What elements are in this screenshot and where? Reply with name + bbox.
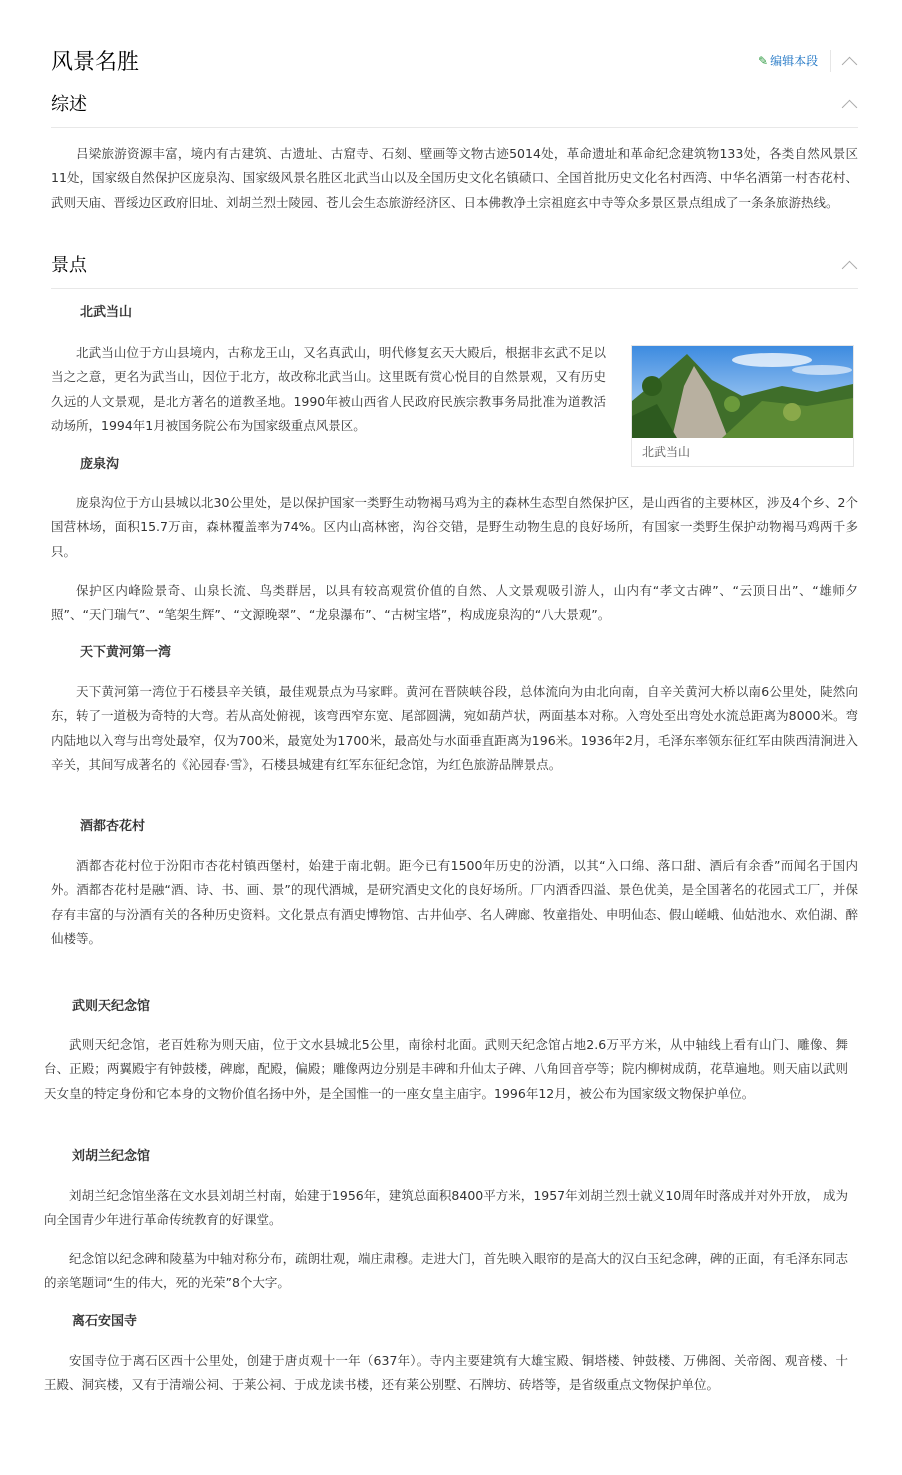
spot-paragraph: 刘胡兰纪念馆坐落在文水县刘胡兰村南，始建于1956年，建筑总面积8400平方米，1957年刘胡兰烈士就义10周年时落成并对外开放， 成为向全国青少年进行革命传统教育的好课堂。 [44, 1188, 848, 1228]
figure-beiwudang[interactable] [631, 345, 854, 467]
spot-paragraph: 北武当山位于方山县境内，古称龙王山，又名真武山，明代修复玄天大殿后，根据非玄武不足以当之之意，更名为武当山，因位于北方，故改称北武当山。这里既有赏心悦目的自然景观，又有历史久远的人文景观，是北方著名的道教圣地。1990年被山西省人民政府民族宗教事务局批准为道教活动场所，1994年1月被国务院公布为国家级重点风景区。 [51, 345, 606, 434]
edit-label: 编辑本段 [770, 54, 819, 68]
spot-title: 武则天纪念馆 [72, 999, 151, 1014]
pencil-icon: ✎ [758, 54, 769, 68]
mountain-photo[interactable] [632, 346, 853, 438]
spot-paragraph: 庞泉沟位于方山县城以北30公里处，是以保护国家一类野生动物褐马鸡为主的森林生态型自然保护区，是山西省的主要林区，涉及4个乡、2个国营林场，面积15.7万亩，森林覆盖率为74%。区内山高林密，沟谷交错，是野生动物生息的良好场所，有国家一类野生保护动物褐马鸡两千多只。 [51, 495, 858, 559]
spot-title: 酒都杏花村 [80, 819, 146, 834]
page-title: 风景名胜 [51, 50, 140, 75]
edit-section-button[interactable] [758, 53, 818, 69]
spot-paragraph: 酒都杏花村位于汾阳市杏花村镇西堡村，始建于南北朝。距今已有1500年历史的汾酒，以其“入口绵、落口甜、酒后有余香”而闻名于国内外。酒都杏花村是融“酒、诗、书、画、景”的现代酒城，是研究酒史文化的良好场所。厂内酒香四溢、景色优美，是全国著名的花园式工厂，并保存有丰富的与汾酒有关的各种历史资料。文化景点有酒史博物馆、古井仙亭、名人碑廊、牧童指处、申明仙态、假山嵯峨、仙姑池水、欢伯湖、醉仙楼等。 [51, 858, 858, 947]
spot-paragraph: 武则天纪念馆，老百姓称为则天庙，位于文水县城北5公里，南徐村北面。武则天纪念馆占地2.6万平方米，从中轴线上看有山门、雕像、舞台、正殿；两翼殿宇有钟鼓楼，碑廊，配殿，偏殿；雕像两边分别是丰碑和升仙太子碑、八角回音亭等；院内柳树成荫，花草遍地。则天庙以武则天女皇的特定身份和它本身的文物价值名扬中外，是全国惟一的一座女皇主庙宇。1996年12月，被公布为国家级文物保护单位。 [44, 1037, 848, 1101]
section-header-overview [51, 91, 858, 128]
spot-paragraph: 天下黄河第一湾位于石楼县辛关镇，最佳观景点为马家畔。黄河在晋陕峡谷段，总体流向为由北向南，自辛关黄河大桥以南6公里处，陡然向东，转了一道极为奇特的大弯。若从高处俯视，该弯西窄东宽、尾部圆满，宛如葫芦状，两面基本对称。入弯处至出弯处水流总距离为8000米。弯内陆地以入弯与出弯处最窄，仅为700米，最宽处为1700米，最高处与水面垂直距离为196米。1936年2月，毛泽东率领东征红军由陕西清涧进入辛关，其间写成著名的《沁园春·雪》，石楼县城建有红军东征纪念馆，为红色旅游品牌景点。 [51, 684, 858, 773]
overview-paragraph: 吕梁旅游资源丰富，境内有古建筑、古遗址、古窟寺、石刻、壁画等文物古迹5014处，革命遗址和革命纪念建筑物133处，各类自然风景区11处，国家级自然保护区庞泉沟、国家级风景名胜区北武当山以及全国历史文化名镇碛口、全国首批历史文化名村西湾、中华名酒第一村杏花村、武则天庙、晋绥边区政府旧址、刘胡兰烈士陵园、苍儿会生态旅游经济区、日本佛教净土宗祖庭玄中寺等众多景区景点组成了一条条旅游热线。 [51, 146, 858, 210]
divider [830, 50, 831, 72]
collapse-title-icon[interactable] [842, 57, 858, 73]
spot-title: 刘胡兰纪念馆 [72, 1149, 151, 1164]
spot-paragraph: 纪念馆以纪念碑和陵墓为中轴对称分布，疏朗壮观，端庄肃穆。走进大门，首先映入眼帘的是高大的汉白玉纪念碑，碑的正面，有毛泽东同志的亲笔题词“生的伟大，死的光荣”8个大字。 [44, 1251, 848, 1291]
spot-paragraph: 保护区内峰险景奇、山泉长流、鸟类群居，以具有较高观赏价值的自然、人文景观吸引游人，山内有“孝文古碑”、“云顶日出”、“雄师夕照”、“天门瑞气”、“笔架生辉”、“文源晚翠”、“龙泉瀑布”、“古树宝塔”，构成庞泉沟的“八大景观”。 [51, 583, 858, 623]
spot-title: 庞泉沟 [80, 457, 120, 472]
spot-title: 北武当山 [80, 305, 133, 320]
spot-title: 离石安国寺 [72, 1314, 138, 1329]
spot-title: 天下黄河第一湾 [80, 645, 172, 660]
spot-paragraph: 安国寺位于离石区西十公里处，创建于唐贞观十一年（637年）。寺内主要建筑有大雄宝殿、铜塔楼、钟鼓楼、万佛阁、关帝阁、观音楼、十王殿、洞宾楼，又有于清端公祠、于莱公祠、于成龙读书楼，还有莱公别墅、石牌坊、砖塔等，是省级重点文物保护单位。 [44, 1353, 848, 1393]
section-title-spots: 景点 [51, 255, 87, 276]
section-header-spots [51, 252, 858, 289]
section-title-overview: 综述 [51, 94, 87, 115]
figure-caption: 北武当山 [642, 445, 691, 459]
